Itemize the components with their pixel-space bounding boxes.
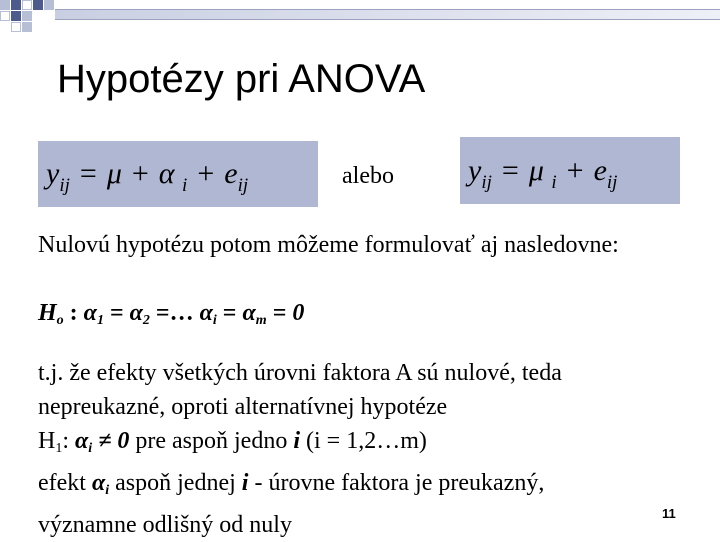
connector-text: alebo <box>342 163 394 189</box>
decor-square <box>44 0 54 10</box>
null-intro-text: Nulovú hypotézu potom môžeme formulovať aj nasledovne: <box>38 232 619 258</box>
text-line: významne odlišný od nuly <box>38 512 292 538</box>
page-number: 11 <box>662 506 676 521</box>
decor-square <box>0 11 10 21</box>
decor-square <box>0 0 10 10</box>
header-rule <box>55 9 720 20</box>
text-line: t.j. že efekty všetkých úrovni faktora A sú nulové, teda <box>38 360 562 386</box>
model-equation-1: $y_{ij} = \mu + \alpha$ $_i + e_{ij}$ <box>38 141 318 207</box>
null-hypothesis: $H_o$ : $\alpha_1 = \alpha_2$ =… $\alpha_i = \alpha_m = 0$ <box>38 300 305 328</box>
decor-square <box>11 11 21 21</box>
text-line: efekt $\alpha_i$ aspoň jednej i - úrovne faktora je preukazný, <box>38 470 545 498</box>
text-line: nepreukazné, oproti alternatívnej hypotéze <box>38 394 448 420</box>
decor-square <box>22 22 32 32</box>
alternative-hypothesis: $H_1$: $\alpha_i \ne 0$ pre aspoň jedno i (i = 1,2…m) <box>38 428 427 456</box>
page-title: Hypotézy pri ANOVA <box>57 57 426 101</box>
explanation-text <box>38 356 562 542</box>
decor-square <box>11 0 21 10</box>
decor-square <box>22 11 32 21</box>
decor-square <box>11 22 21 32</box>
decor-square <box>33 0 43 10</box>
model-equation-2: $y_{ij} = \mu$ $_i + e_{ij}$ <box>460 137 680 204</box>
decor-square <box>22 0 32 10</box>
